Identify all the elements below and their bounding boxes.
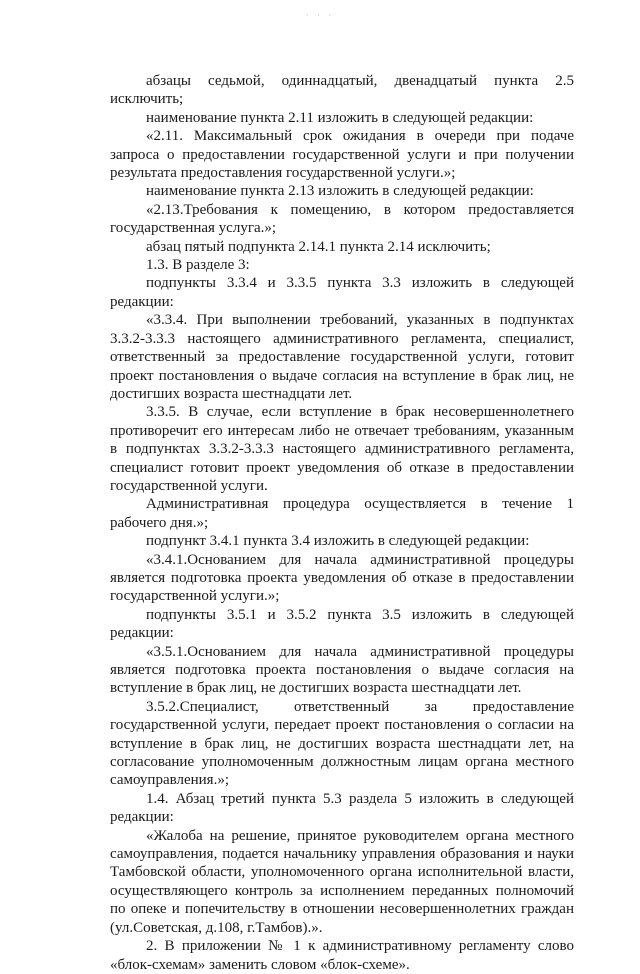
paragraph: Административная процедура осуществляется в течение 1 рабочего дня.»;	[110, 496, 574, 531]
paragraph: наименование пункта 2.11 изложить в следующей редакции:	[146, 109, 534, 126]
page-header-mark: · · ·	[305, 10, 335, 20]
paragraph: абзац пятый подпункта 2.14.1 пункта 2.14 исключить;	[146, 238, 491, 255]
paragraph: 2. В приложении № 1 к административному регламенту слово «блок-схемам» заменить словом «блок-схеме».	[110, 938, 574, 973]
paragraph: «2.13.Требования к помещению, в котором предоставляется государственная услуга.»;	[110, 201, 574, 237]
paragraph: подпункты 3.5.1 и 3.5.2 пункта 3.5 изложить в следующей редакции:	[110, 606, 574, 642]
paragraph: «3.4.1.Основанием для начала административной процедуры является подготовка проекта уведомления об отказе в предоставлении государственной услуги.»;	[110, 551, 574, 605]
paragraph: абзацы седьмой, одиннадцатый, двенадцатый пункта 2.5 исключить;	[110, 73, 574, 108]
paragraph: 1.4. Абзац третий пункта 5.3 раздела 5 изложить в следующей редакции:	[110, 790, 574, 826]
paragraph: «3.5.1.Основанием для начала административной процедуры является подготовка проекта постановления о выдаче согласия на вступление в брак лиц, не достигших возраста шестнадцати лет.	[110, 643, 574, 697]
paragraph: подпункты 3.3.4 и 3.3.5 пункта 3.3 изложить в следующей редакции:	[110, 275, 574, 310]
paragraph: подпункт 3.4.1 пункта 3.4 изложить в следующей редакции:	[146, 533, 530, 550]
paragraph: 3.3.5. В случае, если вступление в брак несовершеннолетнего противоречит его интересам либо не отвечает требованиям, указанным в подпунктах 3.3.2-3.3.3 настоящего административного регламента, специалист готовит проект уведомления об отказе в предоставлении государственной услуги.	[110, 404, 574, 494]
paragraph: 3.5.2.Специалист, ответственный за предоставление государственной услуги, передает проект постановления о согласии на вступление в брак лиц, не достигших возраста шестнадцати лет, на согласование уполномоченным должностным лицам органа местного самоуправления.»;	[110, 698, 574, 789]
document-body	[110, 72, 574, 974]
paragraph: наименование пункта 2.13 изложить в следующей редакции:	[146, 183, 534, 200]
paragraph: «Жалоба на решение, принятое руководителем органа местного самоуправления, подается начальнику управления образования и науки Тамбовской области, уполномоченного органа исполнительной власти, осуществляющего контроль за исполнением переданных полномочий по опеке и попечительству в отношении несовершеннолетних граждан (ул.Советская, д.108, г.Тамбов).».	[110, 827, 574, 936]
paragraph: «2.11. Максимальный срок ожидания в очереди при подаче запроса о предоставлении государственной услуги и при получении результата предоставления государственной услуги.»;	[110, 128, 574, 182]
paragraph: 1.3. В разделе 3:	[146, 257, 250, 274]
paragraph: «3.3.4. При выполнении требований, указанных в подпунктах 3.3.2-3.3.3 настоящего административного регламента, специалист, ответственный за предоставление государственной услуги, готовит проект постановления о выдаче согласия на вступление в брак лиц, не достигших возраста шестнадцати лет.	[110, 312, 574, 402]
